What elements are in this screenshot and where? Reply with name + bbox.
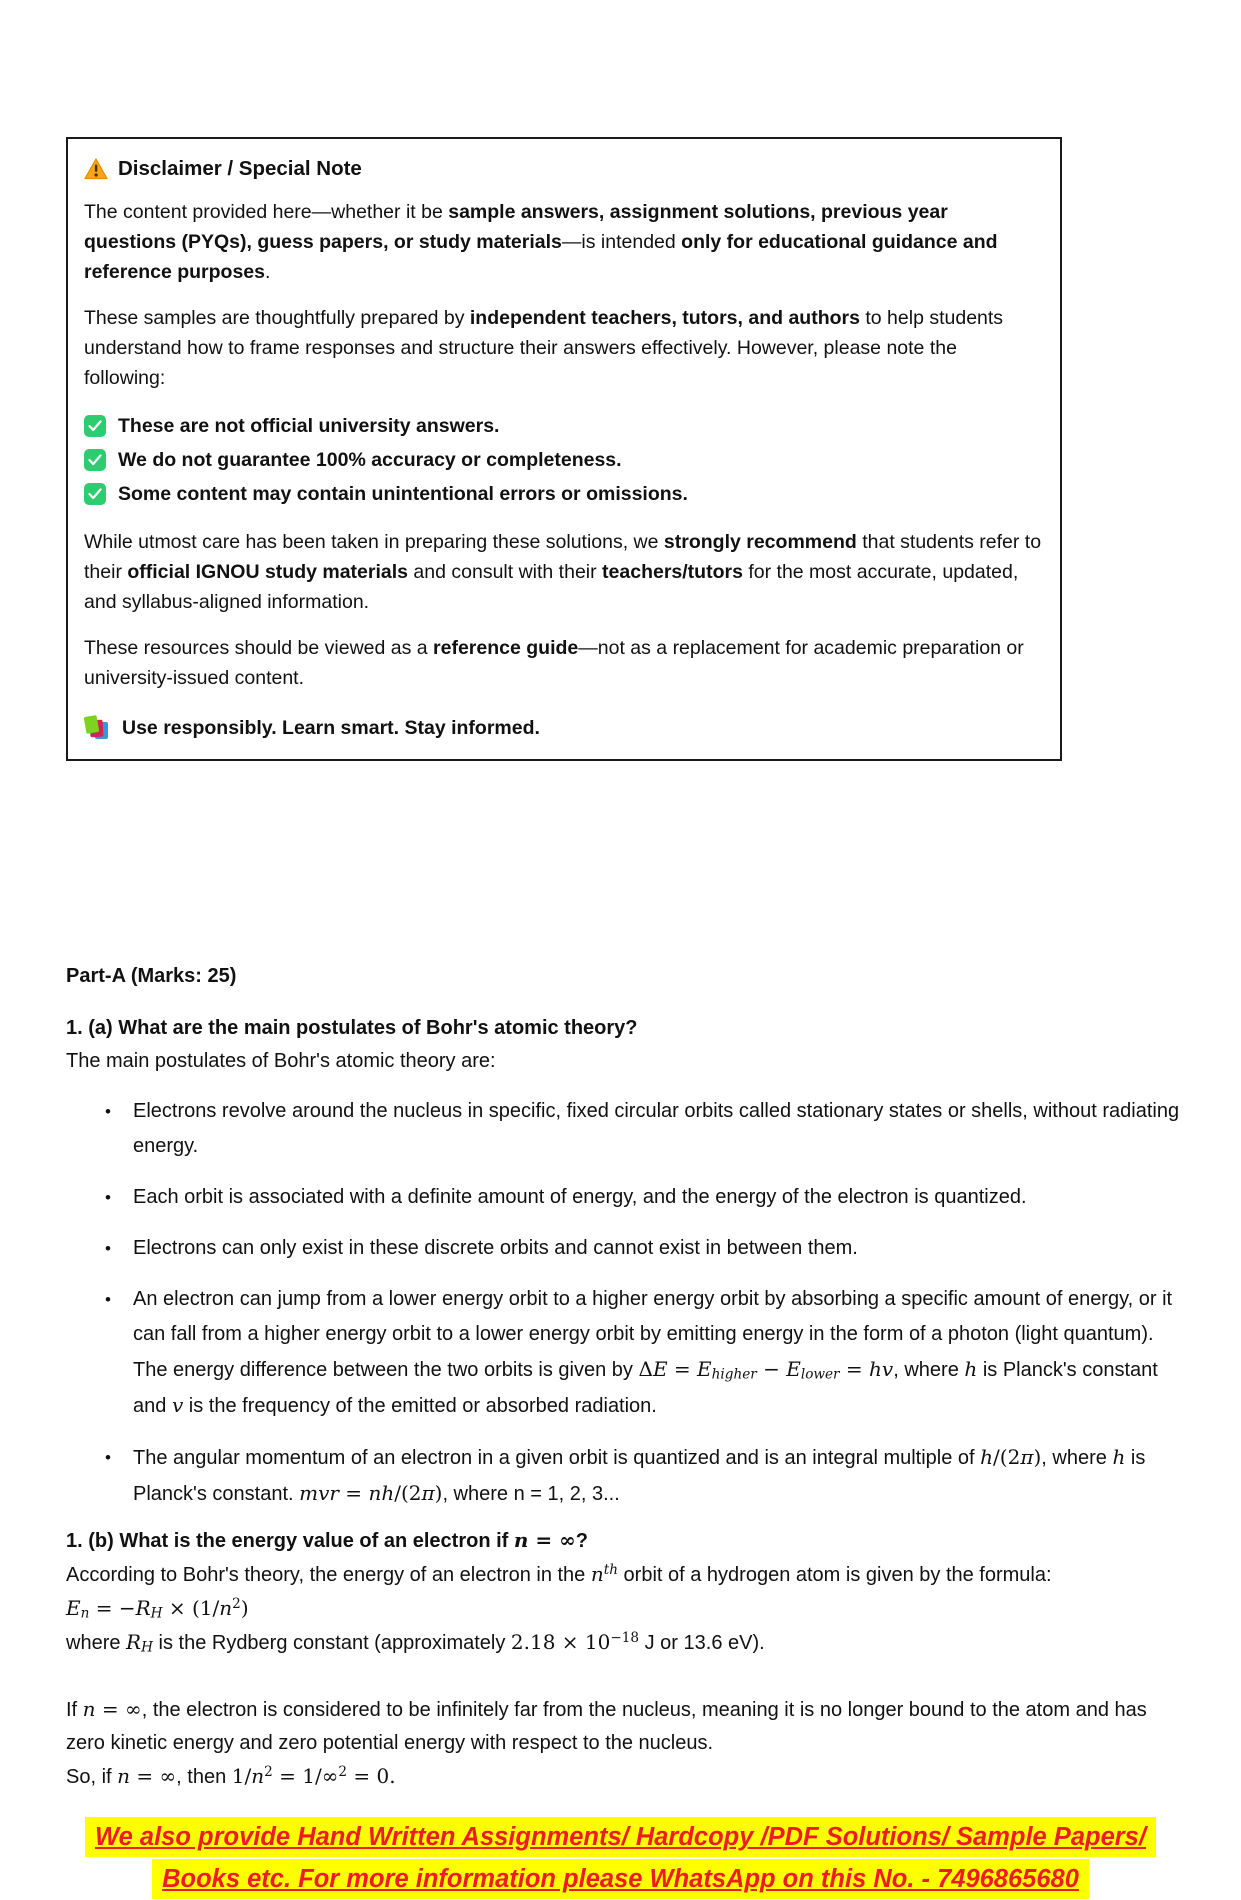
list-item [66,1231,1185,1266]
question-1b: 1. (b) What is the energy value of an electron if n = ∞? [66,1528,588,1552]
usage-note-text: Use responsibly. Learn smart. Stay informed. [122,716,540,739]
disclaimer-paragraph-1: The content provided here—whether it be sample answers, assignment solutions, previous year questions (PYQs), guess papers, or study materials—is intended only for educational guidance and reference purposes. [84,201,998,283]
checklist-item [84,409,1042,443]
books-icon [84,715,110,741]
disclaimer-title: Disclaimer / Special Note [118,157,362,180]
checklist-item-label: We do not guarantee 100% accuracy or completeness. [118,449,622,471]
bullet-marker: • [105,1290,111,1309]
bullet-text: Each orbit is associated with a definite amount of energy, and the energy of the electron is quantized. [133,1186,1027,1208]
usage-note-row [84,715,1042,741]
footer-line-1: We also provide Hand Written Assignments/ Hardcopy /PDF Solutions/ Sample Papers/ [85,1817,1156,1857]
q1b-paragraph-1: According to Bohr's theory, the energy of an electron in the $n^{th}$ orbit of a hydrogen atom is given by the formula: [66,1562,1052,1586]
disclaimer-title-row [84,157,1042,181]
list-item [66,1180,1185,1215]
bullet-text: An electron can jump from a lower energy orbit to a higher energy orbit by absorbing a specific amount of energy, or it can fall from a higher energy orbit to a lower energy orbit by emitting energy in the form of a photon (light quantum). The energy difference between the two orbits is given by $\Delta E = E_{higher} - E_{lower}$ = hv, where h is Planck's constant and v is the frequency of the emitted or absorbed radiation. [133,1288,1173,1417]
question-1b-block [66,1524,1185,1794]
bullet-text: Electrons can only exist in these discrete orbits and cannot exist in between them. [133,1237,858,1259]
q1b-paragraph-3: If n = ∞, the electron is considered to be infinitely far from the nucleus, meaning it is no longer bound to the atom and has zero kinetic energy and zero potential energy with respect to the nucleus. [66,1697,1147,1754]
bullet-marker: • [105,1102,111,1121]
question-1a-intro: The main postulates of Bohr's atomic theory are: [66,1050,496,1072]
check-icon [84,449,106,471]
document-page [0,137,1241,1892]
bullet-marker: • [105,1239,111,1258]
list-item [66,1282,1185,1424]
q1b-paragraph-4: So, if n = ∞, then $1/n^2 = 1/\infty^2 = 0$. [66,1764,396,1788]
check-icon [84,415,106,437]
disclaimer-paragraph-3: While utmost care has been taken in preparing these solutions, we strongly recommend that students refer to their official IGNOU study materials and consult with their teachers/tutors for the most accurate, updated, and syllabus-aligned information. [84,531,1042,613]
part-heading: Part-A (Marks: 25) [66,965,237,987]
bullet-text: Electrons revolve around the nucleus in specific, fixed circular orbits called stationary states or shells, without radiating energy. [133,1100,1180,1157]
list-item [66,1094,1185,1164]
bullet-marker: • [105,1448,111,1467]
question-1a: 1. (a) What are the main postulates of Bohr's atomic theory? [66,1017,638,1039]
disclaimer-paragraph-2: These samples are thoughtfully prepared by independent teachers, tutors, and authors to help students understand how to frame responses and structure their answers effectively. However, please note the following: [84,307,1004,389]
q1b-paragraph-2: where $R_H$ is the Rydberg constant (approximately $2.18 \times 10^{-18}$ J or 13.6 eV). [66,1630,765,1656]
disclaimer-box [66,137,1062,761]
answer-section [66,965,1185,1794]
footer-banner [0,1816,1241,1900]
q1b-formula: $E_n = -R_H \times (1/n^2)$ [66,1596,249,1622]
bullet-list [66,1094,1185,1512]
checklist-item-label: Some content may contain unintentional errors or omissions. [118,483,688,505]
footer-line-2: Books etc. For more information please WhatsApp on this No. - 7496865680 [152,1859,1089,1899]
list-item [66,1440,1185,1512]
checklist-item [84,477,1042,511]
bullet-text: The angular momentum of an electron in a given orbit is quantized and is an integral multiple of h/(2π), where h is Planck's constant. mvr = nh/(2π), where n = 1, 2, 3... [133,1445,1146,1505]
warning-triangle-icon [84,158,108,180]
checklist-item [84,443,1042,477]
disclaimer-checklist [84,409,1042,511]
disclaimer-paragraph-4: These resources should be viewed as a reference guide—not as a replacement for academic preparation or university-issued content. [84,637,1024,689]
checklist-item-label: These are not official university answers. [118,415,500,437]
bullet-marker: • [105,1188,111,1207]
check-icon [84,483,106,505]
